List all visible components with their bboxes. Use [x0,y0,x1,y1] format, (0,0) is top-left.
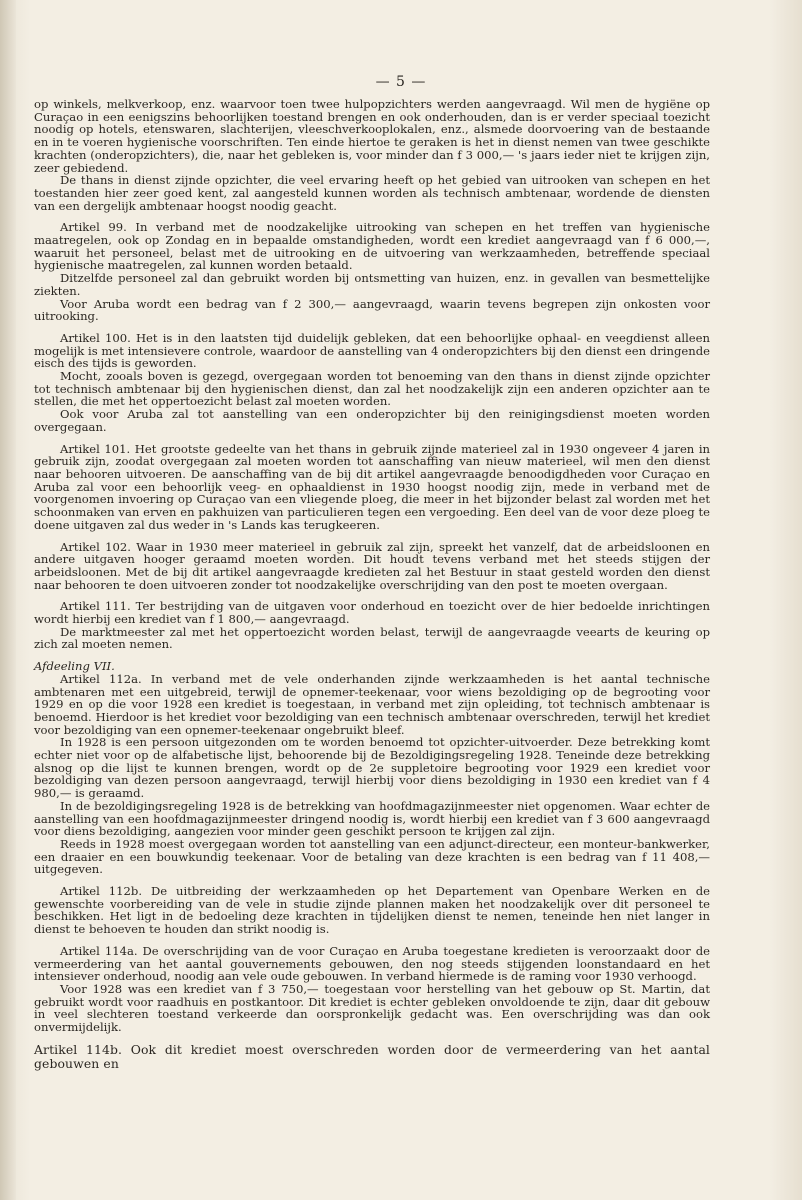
paragraph-artikel-102: Artikel 102. Waar in 1930 meer materieel in gebruik zal zijn, spreekt het vanzelf, dat de arbeidsloonen en andere uitgaven hooger geraamd moeten worden. Dit houdt tevens verband met het steeds stijgen der arbeidsloonen. Met de bij dit artikel aangevraagde kredieten zal het Bestuur in staat gesteld worden den dienst naar behooren te doen uitvoeren zonder tot noodzakelijke overschrijding van den post te moeten overgaan. [34,539,710,592]
paragraph-artikel-114b: Artikel 114b. Ook dit krediet moest overschreden worden door de vermeerdering van het aantal gebouwen en [34,1041,710,1071]
paragraph-artikel-112a: Artikel 112a. In verband met de vele onderhanden zijnde werkzaamheden is het aantal technische ambtenaren met een uitgebreid, terwijl de opnemer-teekenaar, voor wiens bezoldiging op de begrooting voor 1929 en op die voor 1928 een krediet is toegestaan, in verband met zijn opleiding, tot technisch ambtenaar is benoemd. Hierdoor is het krediet voor bezoldiging van een technisch ambtenaar overschreden, terwijl het krediet voor bezoldiging van een opnemer-teekenaar ongebruikt bleef. [34,671,710,737]
page-binding-edge [0,0,16,1200]
paragraph-artikel-99: Artikel 99. In verband met de noodzakelijke uitrooking van schepen en het treffen van hygienische maatregelen, ook op Zondag en in bepaalde omstandigheden, wordt een krediet aangevraagd van f 6 000,—, waaruit het personeel, belast met de uitrooking en de uitvoering van werkzaamheden, betreffende speciaal hygienische maatregelen, zal kunnen worden betaald. [34,220,710,273]
paragraph-artikel-111: Artikel 111. Ter bestrijding van de uitgaven voor onderhoud en toezicht over de hier bedoelde inrichtingen wordt hierbij een krediet van f 1 800,— aangevraagd. [34,599,710,627]
paragraph: In 1928 is een persoon uitgezonden om te worden benoemd tot opzichter-uitvoerder. Deze betrekking komt echter niet voor op de alfabetische lijst, behoorende bij de Bezoldigingsregeling 1928. Teneinde deze betrekking alsnog op die lijst te kunnen brengen, wordt op de 2e suppletoire begrooting voor 1929 een krediet voor bezoldiging van dezen persoon aangevraagd, terwijl hierbij voor diens bezoldiging in 1930 een krediet van f 4 980,— is geraamd. [34,735,710,801]
body-text [34,98,710,1071]
paragraph-artikel-101: Artikel 101. Het grootste gedeelte van het thans in gebruik zijnde materieel zal in 1930 ongeveer 4 jaren in gebruik zijn, zoodat overgegaan zal moeten worden tot aanschaffing van nieuw materieel, wil men den dienst naar behooren uitvoeren. De aanschaffing van de bij dit artikel aangevraagde benoodigdheden voor Curaçao en Aruba zal voor een behoorlijk veeg- en ophaaldienst in 1930 hoogst noodig zijn, mede in verband met de voorgenomen invoering op Curaçao van een vliegende ploeg, die meer in het bijzonder belast zal worden met het schoonmaken van erven en pakhuizen van particulieren tegen een vergoeding. Een deel van de voor deze ploeg te doene uitgaven zal dus weder in 's Lands kas terugkeeren. [34,441,710,532]
paragraph-artikel-100: Artikel 100. Het is in den laatsten tijd duidelijk gebleken, dat een behoorlijke ophaal- en veegdienst alleen mogelijk is met intensievere controle, waardoor de aanstelling van 4 onderopzichters bij den dienst een dringende eisch des tijds is geworden. [34,330,710,371]
paragraph-artikel-112b: Artikel 112b. De uitbreiding der werkzaamheden op het Departement van Openbare Werken en de gewenschte voorbereiding van de vele in studie zijnde plannen maken het noodzakelijk over dit personeel te beschikken. Het ligt in de bedoeling deze krachten in tijdelijken dienst te nemen, teneinde hen niet langer in dienst te behoeven te houden dan strikt noodig is. [34,884,710,937]
section-heading: Afdeeling VII. [34,659,115,674]
paragraph: De marktmeester zal met het oppertoezicht worden belast, terwijl de aangevraagde veearts de keuring op zich zal moeten nemen. [34,624,710,652]
paragraph: Voor Aruba wordt een bedrag van f 2 300,— aangevraagd, waarin tevens begrepen zijn onkosten voor uitrooking. [34,296,710,324]
paragraph: De thans in dienst zijnde opzichter, die veel ervaring heeft op het gebied van uitrooken van schepen en het toestanden hier zeer goed kent, zal aangesteld kunnen worden als technisch ambtenaar, wordende de diensten van een dergelijk ambtenaar hoogst noodig geacht. [34,173,710,213]
paragraph-artikel-114a: Artikel 114a. De overschrijding van de voor Curaçao en Aruba toegestane kredieten is veroorzaakt door de vermeerdering van het aantal gouvernements gebouwen, den nog steeds stijgenden loonstandaard en het intensiever onderhoud, noodig aan vele oude gebouwen. In verband hiermede is de raming voor 1930 verhoogd. [34,943,710,984]
paragraph: Ditzelfde personeel zal dan gebruikt worden bij ontsmetting van huizen, enz. in gevallen van besmettelijke ziekten. [34,271,710,298]
paragraph: Mocht, zooals boven is gezegd, overgegaan worden tot benoeming van den thans in dienst zijnde opzichter tot technisch ambtenaar bij den hygienischen dienst, dan zal het noodzakelijk zijn een anderen opzichter aan te stellen, die met het oppertoezicht belast zal moeten worden. [34,369,710,409]
paragraph: Ook voor Aruba zal tot aanstelling van een onderopzichter bij den reinigingsdienst moeten worden overgegaan. [34,407,710,434]
paragraph: op winkels, melkverkoop, enz. waarvoor toen twee hulpopzichters werden aangevraagd. Wil men de hygiëne op Curaçao in een eenigszins behoorlijken toestand brengen en ook onderhouden, dan is er verder speciaal toezicht noodig op hotels, etenswaren, slachterijen, vleeschverkooplokalen, enz., alsmede doorvoering van de bestaande en in te voeren hygienische voorschriften. Ten einde hiertoe te geraken is het in dienst nemen van twee geschikte krachten (onderopzichters), die, naar het gebleken is, voor minder dan f 3 000,— 's jaars ieder niet te krijgen zijn, zeer gebiedend. [34,97,710,175]
paragraph: Voor 1928 was een krediet van f 3 750,— toegestaan voor herstelling van het gebouw op St. Martin, dat gebruikt wordt voor raadhuis en postkantoor. Dit krediet is echter gebleken onvoldoende te zijn, daar dit gebouw in veel slechteren toestand verkeerde dan oorspronkelijk gedacht was. Een overschrijding was dan ook onvermijdelijk. [34,982,710,1035]
page-number: — 5 — [375,74,427,90]
paragraph: In de bezoldigingsregeling 1928 is de betrekking van hoofdmagazijnmeester niet opgenomen. Waar echter de aanstelling van een hoofdmagazijnmeester dringend noodig is, wordt hierbij een krediet van f 3 600 aangevraagd voor diens bezoldiging, aangezien voor minder geen geschikt persoon te krijgen zal zijn. [34,798,710,839]
paragraph: Reeds in 1928 moest overgegaan worden tot aanstelling van een adjunct-directeur, een monteur-bankwerker, een draaier en een bouwkundig teekenaar. Voor de betaling van deze krachten is een bedrag van f 11 408,— uitgegeven. [34,836,710,877]
